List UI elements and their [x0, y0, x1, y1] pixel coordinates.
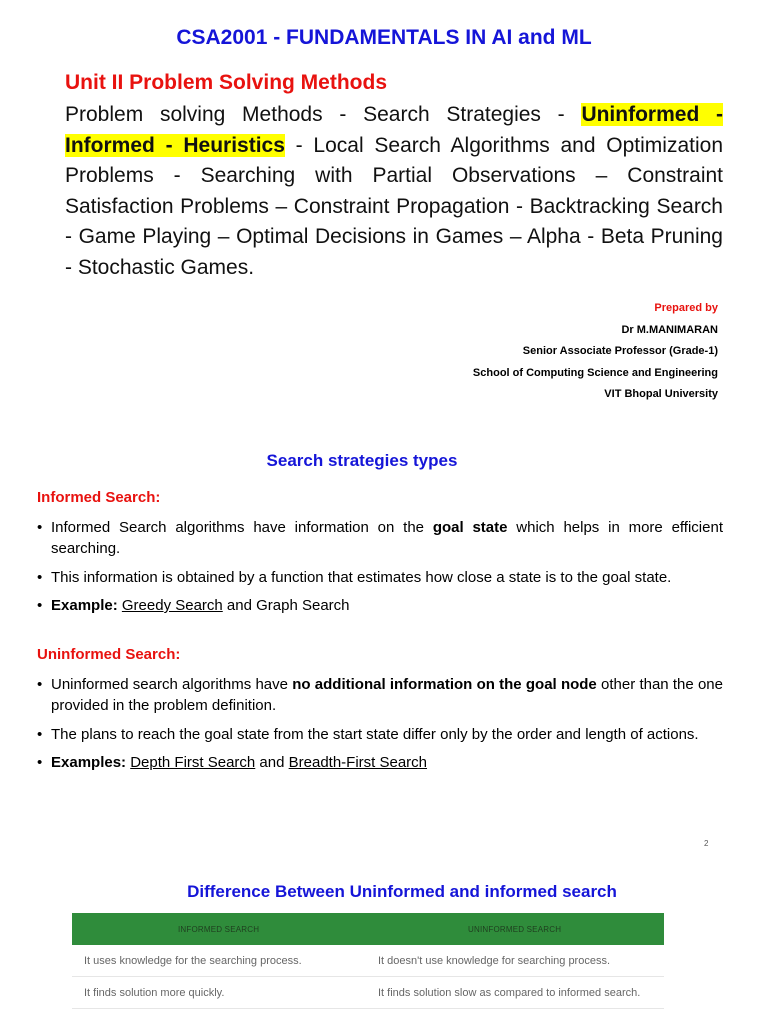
credits-block: [473, 298, 718, 406]
header-uninformed: UNINFORMED SEARCH: [366, 913, 664, 945]
table-row: [72, 977, 664, 1009]
prepared-by-label: Prepared by: [654, 302, 718, 314]
list-item: • Informed Search algorithms have information on the goal state which helps in more efficient searching.: [37, 517, 723, 559]
page-number: 2: [704, 839, 709, 848]
table-cell: It finds solution more quickly.: [72, 977, 366, 1009]
topics-text-after: - Local Search Algorithms and Optimization Problems - Searching with Partial Observations – Constraint Satisfaction Problems – Constraint Propagation - Backtracking Search - Game Playing – Optimal Decisions in Games – Alpha - Beta Pruning - Stochastic Games.: [65, 133, 723, 279]
header-informed: INFORMED SEARCH: [72, 913, 366, 945]
table-cell: It doesn't use knowledge for searching process.: [366, 945, 664, 977]
table-header-row: [72, 913, 664, 945]
uninformed-heading: Uninformed Search:: [37, 646, 181, 663]
breadth-first-search-link[interactable]: Breadth-First Search: [288, 754, 428, 771]
author-university: VIT Bhopal University: [604, 388, 718, 400]
list-item: • The plans to reach the goal state from the start state differ only by the order and length of actions.: [37, 724, 723, 745]
author-position: Senior Associate Professor (Grade-1): [522, 345, 718, 357]
depth-first-search-link[interactable]: Depth First Search: [130, 754, 256, 771]
author-name: Dr M.MANIMARAN: [621, 323, 718, 336]
difference-table: [72, 913, 664, 1009]
table-cell: It finds solution slow as compared to informed search.: [366, 977, 664, 1009]
list-item: • Uninformed search algorithms have no additional information on the goal node other than the one provided in the problem definition.: [37, 674, 723, 716]
list-item: • Example: Greedy Search and Graph Search: [37, 595, 723, 616]
topics-paragraph: [65, 100, 723, 284]
greedy-search-link[interactable]: Greedy Search: [121, 597, 223, 614]
uninformed-list: [37, 674, 723, 781]
informed-heading: Informed Search:: [37, 489, 161, 506]
table-cell: It uses knowledge for the searching process.: [72, 945, 366, 977]
table-row: [72, 945, 664, 977]
list-item: • Examples: Depth First Search and Breadth-First Search: [37, 752, 723, 773]
difference-title: Difference Between Uninformed and informed search: [187, 882, 617, 901]
informed-list: [37, 517, 723, 624]
course-title: CSA2001 - FUNDAMENTALS IN AI and ML: [176, 26, 592, 49]
topics-text-before: Problem solving Methods - Search Strategies -: [65, 103, 582, 126]
topics-highlight: Uninformed - Informed - Heuristics: [65, 103, 724, 157]
list-item: • This information is obtained by a function that estimates how close a state is to the goal state.: [37, 567, 723, 588]
author-school: School of Computing Science and Engineering: [472, 366, 718, 379]
unit-title: Unit II Problem Solving Methods: [65, 71, 388, 94]
section-title: Search strategies types: [266, 451, 458, 470]
